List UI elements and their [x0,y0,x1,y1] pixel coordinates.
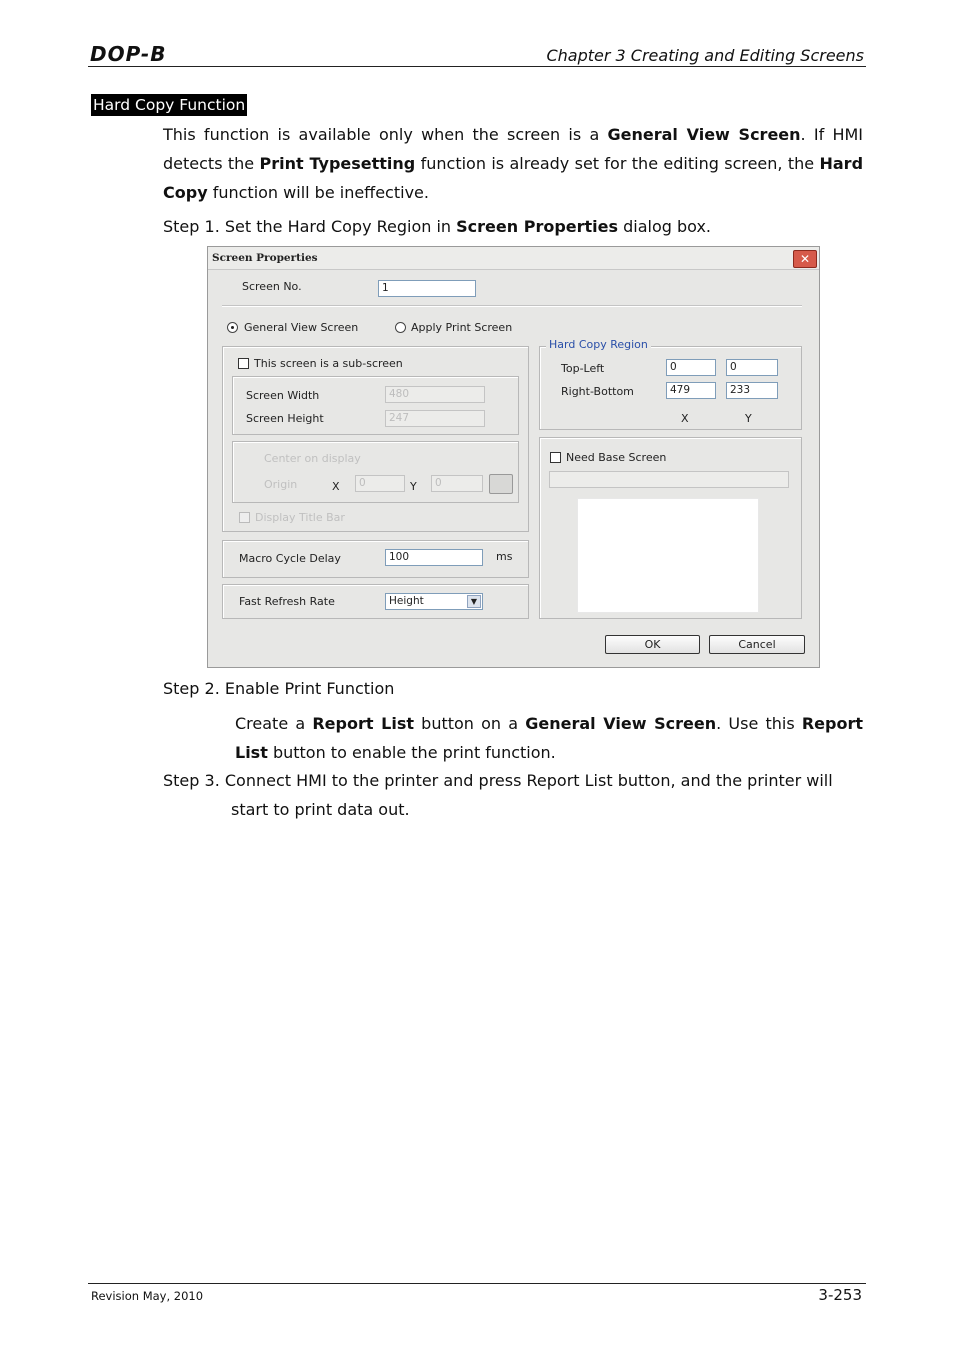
step-2-title: Step 2. Enable Print Function [163,679,395,698]
screen-height-label: Screen Height [246,412,324,425]
macro-cycle-input[interactable]: 100 [385,549,483,566]
header-rule [88,66,866,67]
step-2-paragraph: Create a Report List button on a General View Screen. Use this Report List button to enable the print function. [235,714,864,762]
general-view-label: General View Screen [244,321,359,334]
origin-y-input[interactable]: 0 [431,475,483,492]
dialog-title: Screen Properties [212,252,318,264]
origin-y-label: Y [410,480,417,493]
x-column-label: X [681,412,689,425]
apply-print-label: Apply Print Screen [411,321,513,334]
intro-paragraph: This function is available only when the screen is a General View Screen. If HMI detects the Print Typesetting function is already set for the editing screen, the Hard Copy function will be ineffective. [163,125,864,202]
right-bottom-y-input[interactable]: 233 [726,382,778,399]
section-title: Hard Copy Function [93,96,246,114]
center-on-display-label: Center on display [264,452,361,465]
close-button[interactable]: ✕ [793,250,817,268]
page-number: 3-253 [818,1286,862,1304]
macro-unit: ms [496,550,513,563]
base-screen-select[interactable] [549,471,789,488]
position-picker-button[interactable] [489,474,513,494]
chevron-down-icon: ▼ [467,595,481,608]
right-bottom-label: Right-Bottom [561,385,634,398]
cancel-button[interactable]: Cancel [709,635,805,654]
origin-x-label: X [332,480,340,493]
step-1: Step 1. Set the Hard Copy Region in Screen Properties dialog box. [163,217,712,236]
separator [222,305,802,307]
need-base-screen-label: Need Base Screen [566,451,667,464]
right-bottom-x-input[interactable]: 479 [666,382,716,399]
hard-copy-region-title: Hard Copy Region [546,338,651,351]
general-view-radio[interactable] [227,322,238,333]
screen-no-input[interactable]: 1 [378,280,476,297]
ok-button[interactable]: OK [605,635,700,654]
screen-height-input[interactable]: 247 [385,410,485,427]
need-base-screen-checkbox[interactable] [550,452,561,463]
base-screen-preview [577,498,759,613]
footer-rule [88,1283,866,1284]
sub-screen-group [222,346,529,532]
revision-date: Revision May, 2010 [91,1289,204,1303]
dialog-title-bar [208,247,819,270]
screen-no-label: Screen No. [242,280,302,293]
top-left-y-input[interactable]: 0 [726,359,778,376]
sub-screen-checkbox[interactable] [238,358,249,369]
display-title-bar-checkbox[interactable] [239,512,250,523]
sub-screen-label: This screen is a sub-screen [254,357,403,370]
chapter-title: Chapter 3 Creating and Editing Screens [546,46,864,65]
fast-refresh-select[interactable]: Height ▼ [385,593,483,610]
screen-properties-dialog [207,246,820,668]
top-left-x-input[interactable]: 0 [666,359,716,376]
apply-print-radio[interactable] [395,322,406,333]
origin-label: Origin [264,478,298,491]
y-column-label: Y [745,412,752,425]
display-title-bar-label: Display Title Bar [255,511,345,524]
dop-b-logo: DOP-B [90,42,167,66]
position-group [232,441,519,503]
step-3-line-2: start to print data out. [231,800,410,819]
screen-width-input[interactable]: 480 [385,386,485,403]
macro-cycle-label: Macro Cycle Delay [239,552,341,565]
step-3-line-1: Step 3. Connect HMI to the printer and press Report List button, and the printer will [163,771,833,790]
screen-width-label: Screen Width [246,389,320,402]
origin-x-input[interactable]: 0 [355,475,405,492]
fast-refresh-label: Fast Refresh Rate [239,595,335,608]
top-left-label: Top-Left [561,362,605,375]
